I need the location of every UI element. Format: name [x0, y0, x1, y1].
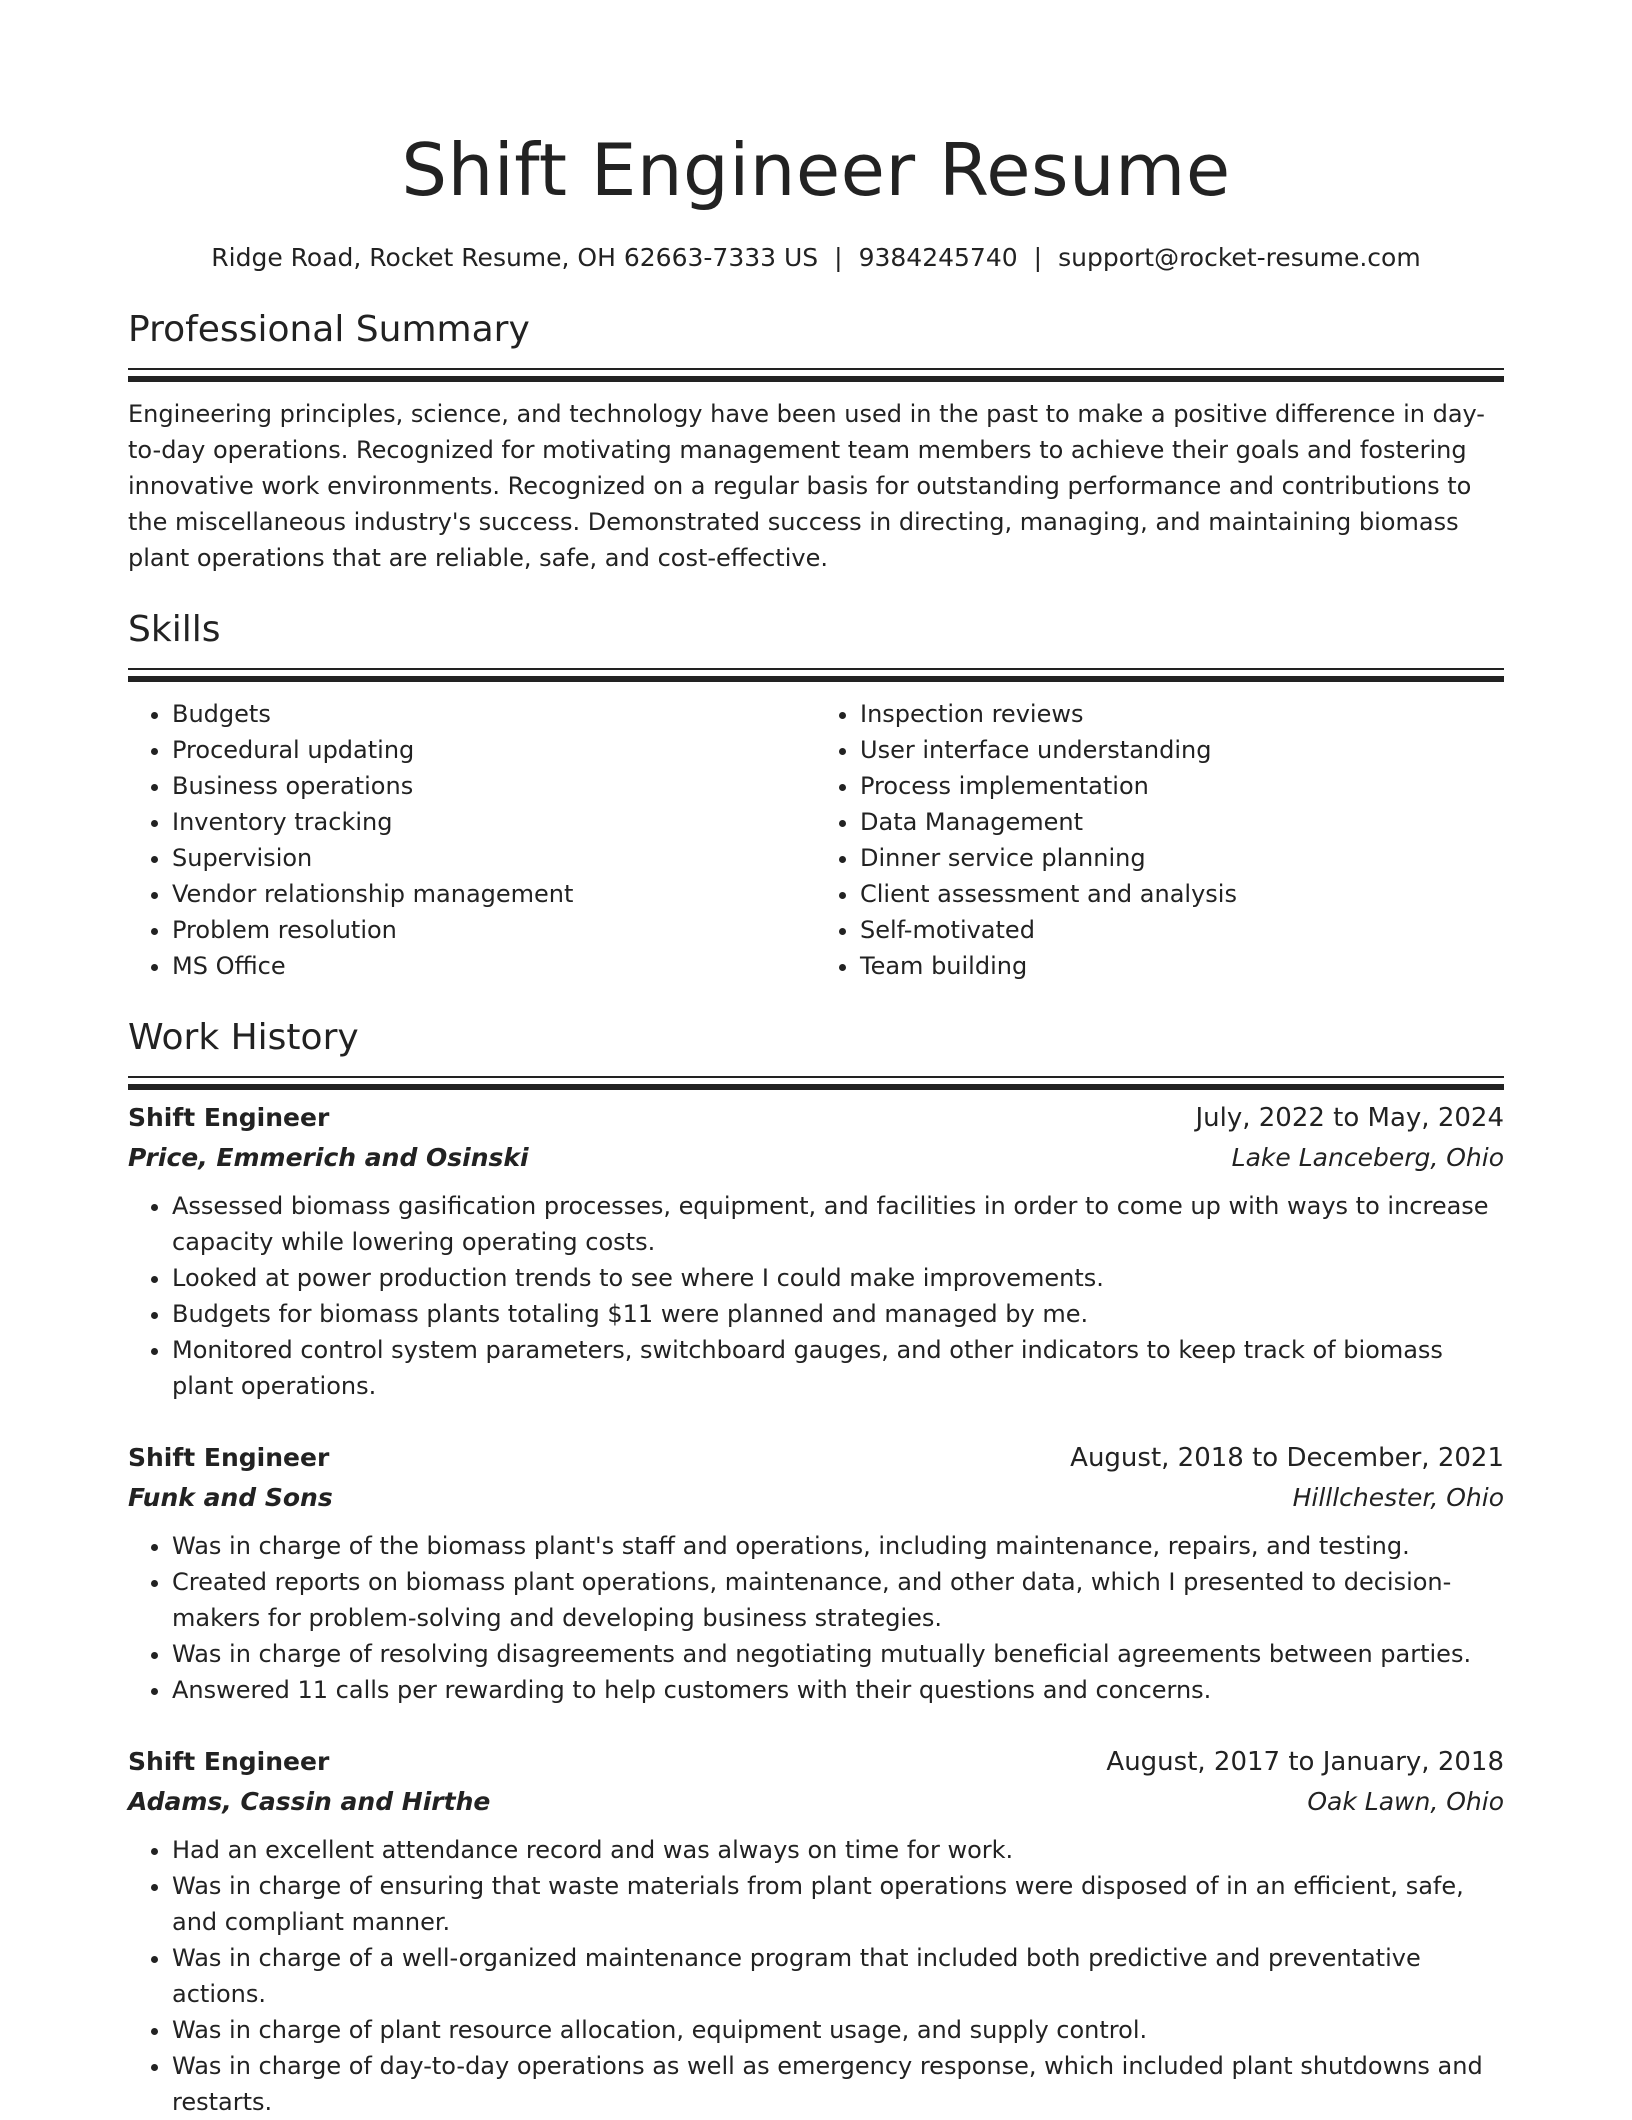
skill-item: • Problem resolution [172, 912, 816, 948]
email: support@rocket-resume.com [1058, 243, 1421, 272]
skill-item: • Client assessment and analysis [860, 876, 1504, 912]
section-divider [128, 668, 1504, 670]
job-title: Shift Engineer [128, 1103, 330, 1132]
job-bullet: • Assessed biomass gasification processes, equipment, and facilities in order to come up with ways to increase capacity while lowering operating costs. [172, 1188, 1504, 1260]
job-bullet: • Was in charge of day-to-day operations as well as emergency response, which included plant shutdowns and restarts. [172, 2048, 1504, 2120]
skills-column-right [816, 696, 1504, 984]
skill-item: • Process implementation [860, 768, 1504, 804]
job-location: Hilllchester, Ohio [1292, 1483, 1504, 1512]
resume-title: Shift Engineer Resume [401, 128, 1231, 212]
job-entry [128, 1438, 1504, 1708]
contact-separator: | [834, 243, 843, 272]
job-bullet: • Budgets for biomass plants totaling $11 were planned and managed by me. [172, 1296, 1504, 1332]
skill-item: • Vendor relationship management [172, 876, 816, 912]
skill-item: • User interface understanding [860, 732, 1504, 768]
job-dates: July, 2022 to May, 2024 [1195, 1103, 1504, 1133]
skill-item: • Inspection reviews [860, 696, 1504, 732]
job-company: Funk and Sons [128, 1483, 333, 1512]
skills-column-left [128, 696, 816, 984]
job-location: Oak Lawn, Ohio [1307, 1787, 1504, 1816]
contact-separator: | [1033, 243, 1043, 272]
resume-page [128, 120, 1504, 2120]
skill-item: • Business operations [172, 768, 816, 804]
job-dates: August, 2018 to December, 2021 [1070, 1443, 1504, 1473]
job-bullet: • Was in charge of the biomass plant's staff and operations, including maintenance, repairs, and testing. [172, 1528, 1504, 1564]
skill-item: • Team building [860, 948, 1504, 984]
section-divider [128, 1076, 1504, 1078]
contact-line [128, 240, 1504, 276]
job-bullets [128, 1528, 1504, 1708]
job-dates: August, 2017 to January, 2018 [1106, 1747, 1504, 1777]
job-bullet: • Was in charge of a well-organized maintenance program that included both predictive and preventative actions. [172, 1940, 1504, 2012]
job-bullet: • Answered 11 calls per rewarding to help customers with their questions and concerns. [172, 1672, 1504, 1708]
job-bullet: • Monitored control system parameters, switchboard gauges, and other indicators to keep track of biomass plant operations. [172, 1332, 1504, 1404]
job-bullet: • Created reports on biomass plant operations, maintenance, and other data, which I presented to decision-makers for problem-solving and developing business strategies. [172, 1564, 1504, 1636]
job-company: Price, Emmerich and Osinski [128, 1143, 529, 1172]
skill-item: • Procedural updating [172, 732, 816, 768]
job-bullet: • Was in charge of ensuring that waste materials from plant operations were disposed of in an efficient, safe, and compliant manner. [172, 1868, 1504, 1940]
job-bullet: • Had an excellent attendance record and was always on time for work. [172, 1832, 1504, 1868]
skill-item: • Self-motivated [860, 912, 1504, 948]
job-location: Lake Lanceberg, Ohio [1231, 1143, 1504, 1172]
skills-heading: Skills [128, 609, 221, 650]
skills-list [128, 696, 1504, 984]
job-bullets [128, 1832, 1504, 2120]
skill-item: • Data Management [860, 804, 1504, 840]
skill-item: • Budgets [172, 696, 816, 732]
job-bullets [128, 1188, 1504, 1404]
work-history-heading: Work History [128, 1017, 359, 1058]
skill-item: • Inventory tracking [172, 804, 816, 840]
skill-item: • Dinner service planning [860, 840, 1504, 876]
job-bullet: • Was in charge of plant resource allocation, equipment usage, and supply control. [172, 2012, 1504, 2048]
job-company: Adams, Cassin and Hirthe [128, 1787, 491, 1816]
section-divider [128, 368, 1504, 370]
address: Ridge Road, Rocket Resume, OH 62663-7333 US [211, 243, 819, 272]
phone: 9384245740 [858, 243, 1018, 272]
job-title: Shift Engineer [128, 1443, 330, 1472]
job-title: Shift Engineer [128, 1747, 330, 1776]
summary-heading: Professional Summary [128, 309, 530, 350]
summary-text: Engineering principles, science, and technology have been used in the past to make a positive difference in day-to-day operations. Recognized for motivating management team members to achieve their goals and fostering innovative work environments. Recognized on a regular basis for outstanding performance and contributions to the miscellaneous industry's success. Demonstrated success in directing, managing, and maintaining biomass plant operations that are reliable, safe, and cost-effective. [128, 400, 1485, 572]
job-entry [128, 1098, 1504, 1404]
job-bullet: • Looked at power production trends to see where I could make improvements. [172, 1260, 1504, 1296]
job-entry [128, 1742, 1504, 2120]
skill-item: • Supervision [172, 840, 816, 876]
job-bullet: • Was in charge of resolving disagreements and negotiating mutually beneficial agreements between parties. [172, 1636, 1504, 1672]
skill-item: • MS Office [172, 948, 816, 984]
